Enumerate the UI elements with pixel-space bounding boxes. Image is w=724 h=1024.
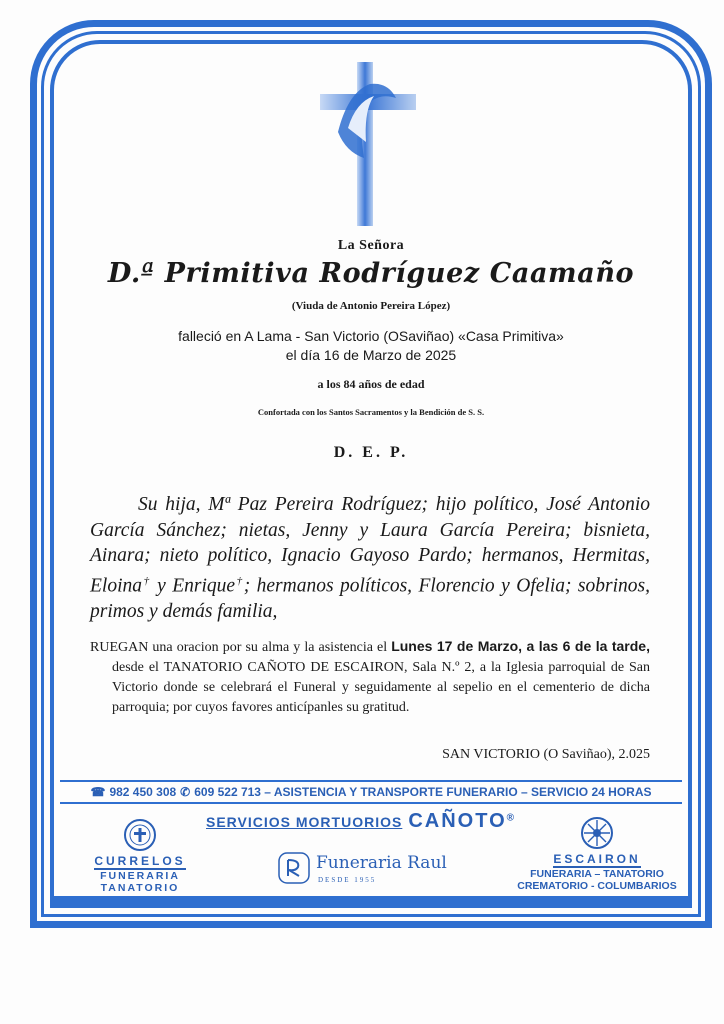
death-place: falleció en A Lama - San Victorio (OSaviñao) «Casa Primitiva» (178, 328, 564, 344)
registered-mark: ® (506, 812, 515, 824)
family-text-1: Su hija, Mª Paz Pereira Rodríguez; hijo político, José Antonio García Sánchez; nietas, Jenny y Laura García Pereira; bisnieta, Ainara; nieto político, Ignacio Gayoso Pardo; hermanos, Hermitas, Eloina (90, 494, 650, 596)
escairon-branch (512, 814, 682, 892)
phone-bar (60, 780, 682, 804)
dagger-mark: † (142, 574, 151, 587)
currelos-name: CURRELOS (94, 854, 186, 868)
dagger-mark: † (235, 574, 244, 587)
phone-icon: ☎ (90, 785, 106, 799)
age-line: a los 84 años de edad (317, 377, 425, 391)
family-paragraph (90, 492, 650, 624)
mobile-phone-icon: ✆ (180, 785, 191, 799)
servicios-mortuorios-logo (206, 810, 514, 833)
escairon-line2: FUNERARIA – TANATORIO (530, 868, 664, 880)
canoto-label: CAÑOTO (408, 810, 507, 832)
raul-since: DESDE 1955 (318, 876, 377, 884)
currelos-seal-icon (123, 818, 157, 852)
raul-name: Funeraria Raul (316, 853, 447, 873)
servicios-label: SERVICIOS MORTUORIOS (206, 814, 403, 830)
request-paragraph (90, 636, 650, 718)
rip-label: D. E. P. (333, 444, 409, 461)
phone-number-1: 982 450 308 (109, 785, 177, 799)
currelos-branch (80, 818, 200, 894)
currelos-line2: FUNERARIA (100, 870, 180, 882)
place-year: SAN VICTORIO (O Saviñao), 2.025 (442, 747, 650, 762)
bottom-border (54, 896, 688, 904)
raul-logo-icon (278, 852, 310, 884)
death-date: el día 16 de Marzo de 2025 (285, 347, 457, 363)
currelos-line3: TANATORIO (100, 882, 180, 894)
escairon-line3: CREMATORIO - COLUMBARIOS (517, 880, 677, 892)
deceased-name: D.ª Primitiva Rodríguez Caamaño (107, 258, 635, 289)
title-la-senora: La Señora (337, 238, 405, 253)
footer (60, 806, 682, 892)
phone-number-2: 609 522 713 – ASISTENCIA Y TRANSPORTE FUNERARIO – SERVICIO 24 HORAS (194, 785, 652, 799)
request-text-2: desde el TANATORIO CAÑOTO DE ESCAIRON, Sala N.º 2, a la Iglesia parroquial de San Victorio donde se celebrará el Funeral y seguidamente al sepelio en el cementerio de dicha parroquia; por cuyos favores anticípanles su gratitud. (112, 660, 650, 715)
sacraments-line: Confortada con los Santos Sacramentos y la Bendición de S. S. (257, 407, 485, 417)
family-text-2: y Enrique (150, 575, 236, 596)
cross-icon (318, 62, 418, 228)
escairon-seal-icon (580, 816, 614, 850)
family-text-3: ; hermanos políticos, Florencio y Ofelia; sobrinos, primos y demás familia, (90, 575, 650, 622)
escairon-name: ESCAIRON (553, 852, 641, 866)
widow-note: (Viuda de Antonio Pereira López) (291, 300, 451, 312)
funeraria-raul-logo (278, 850, 447, 890)
ceremony-time: Lunes 17 de Marzo, a las 6 de la tarde, (391, 638, 650, 654)
request-text-1: RUEGAN una oracion por su alma y la asistencia el (90, 640, 392, 655)
